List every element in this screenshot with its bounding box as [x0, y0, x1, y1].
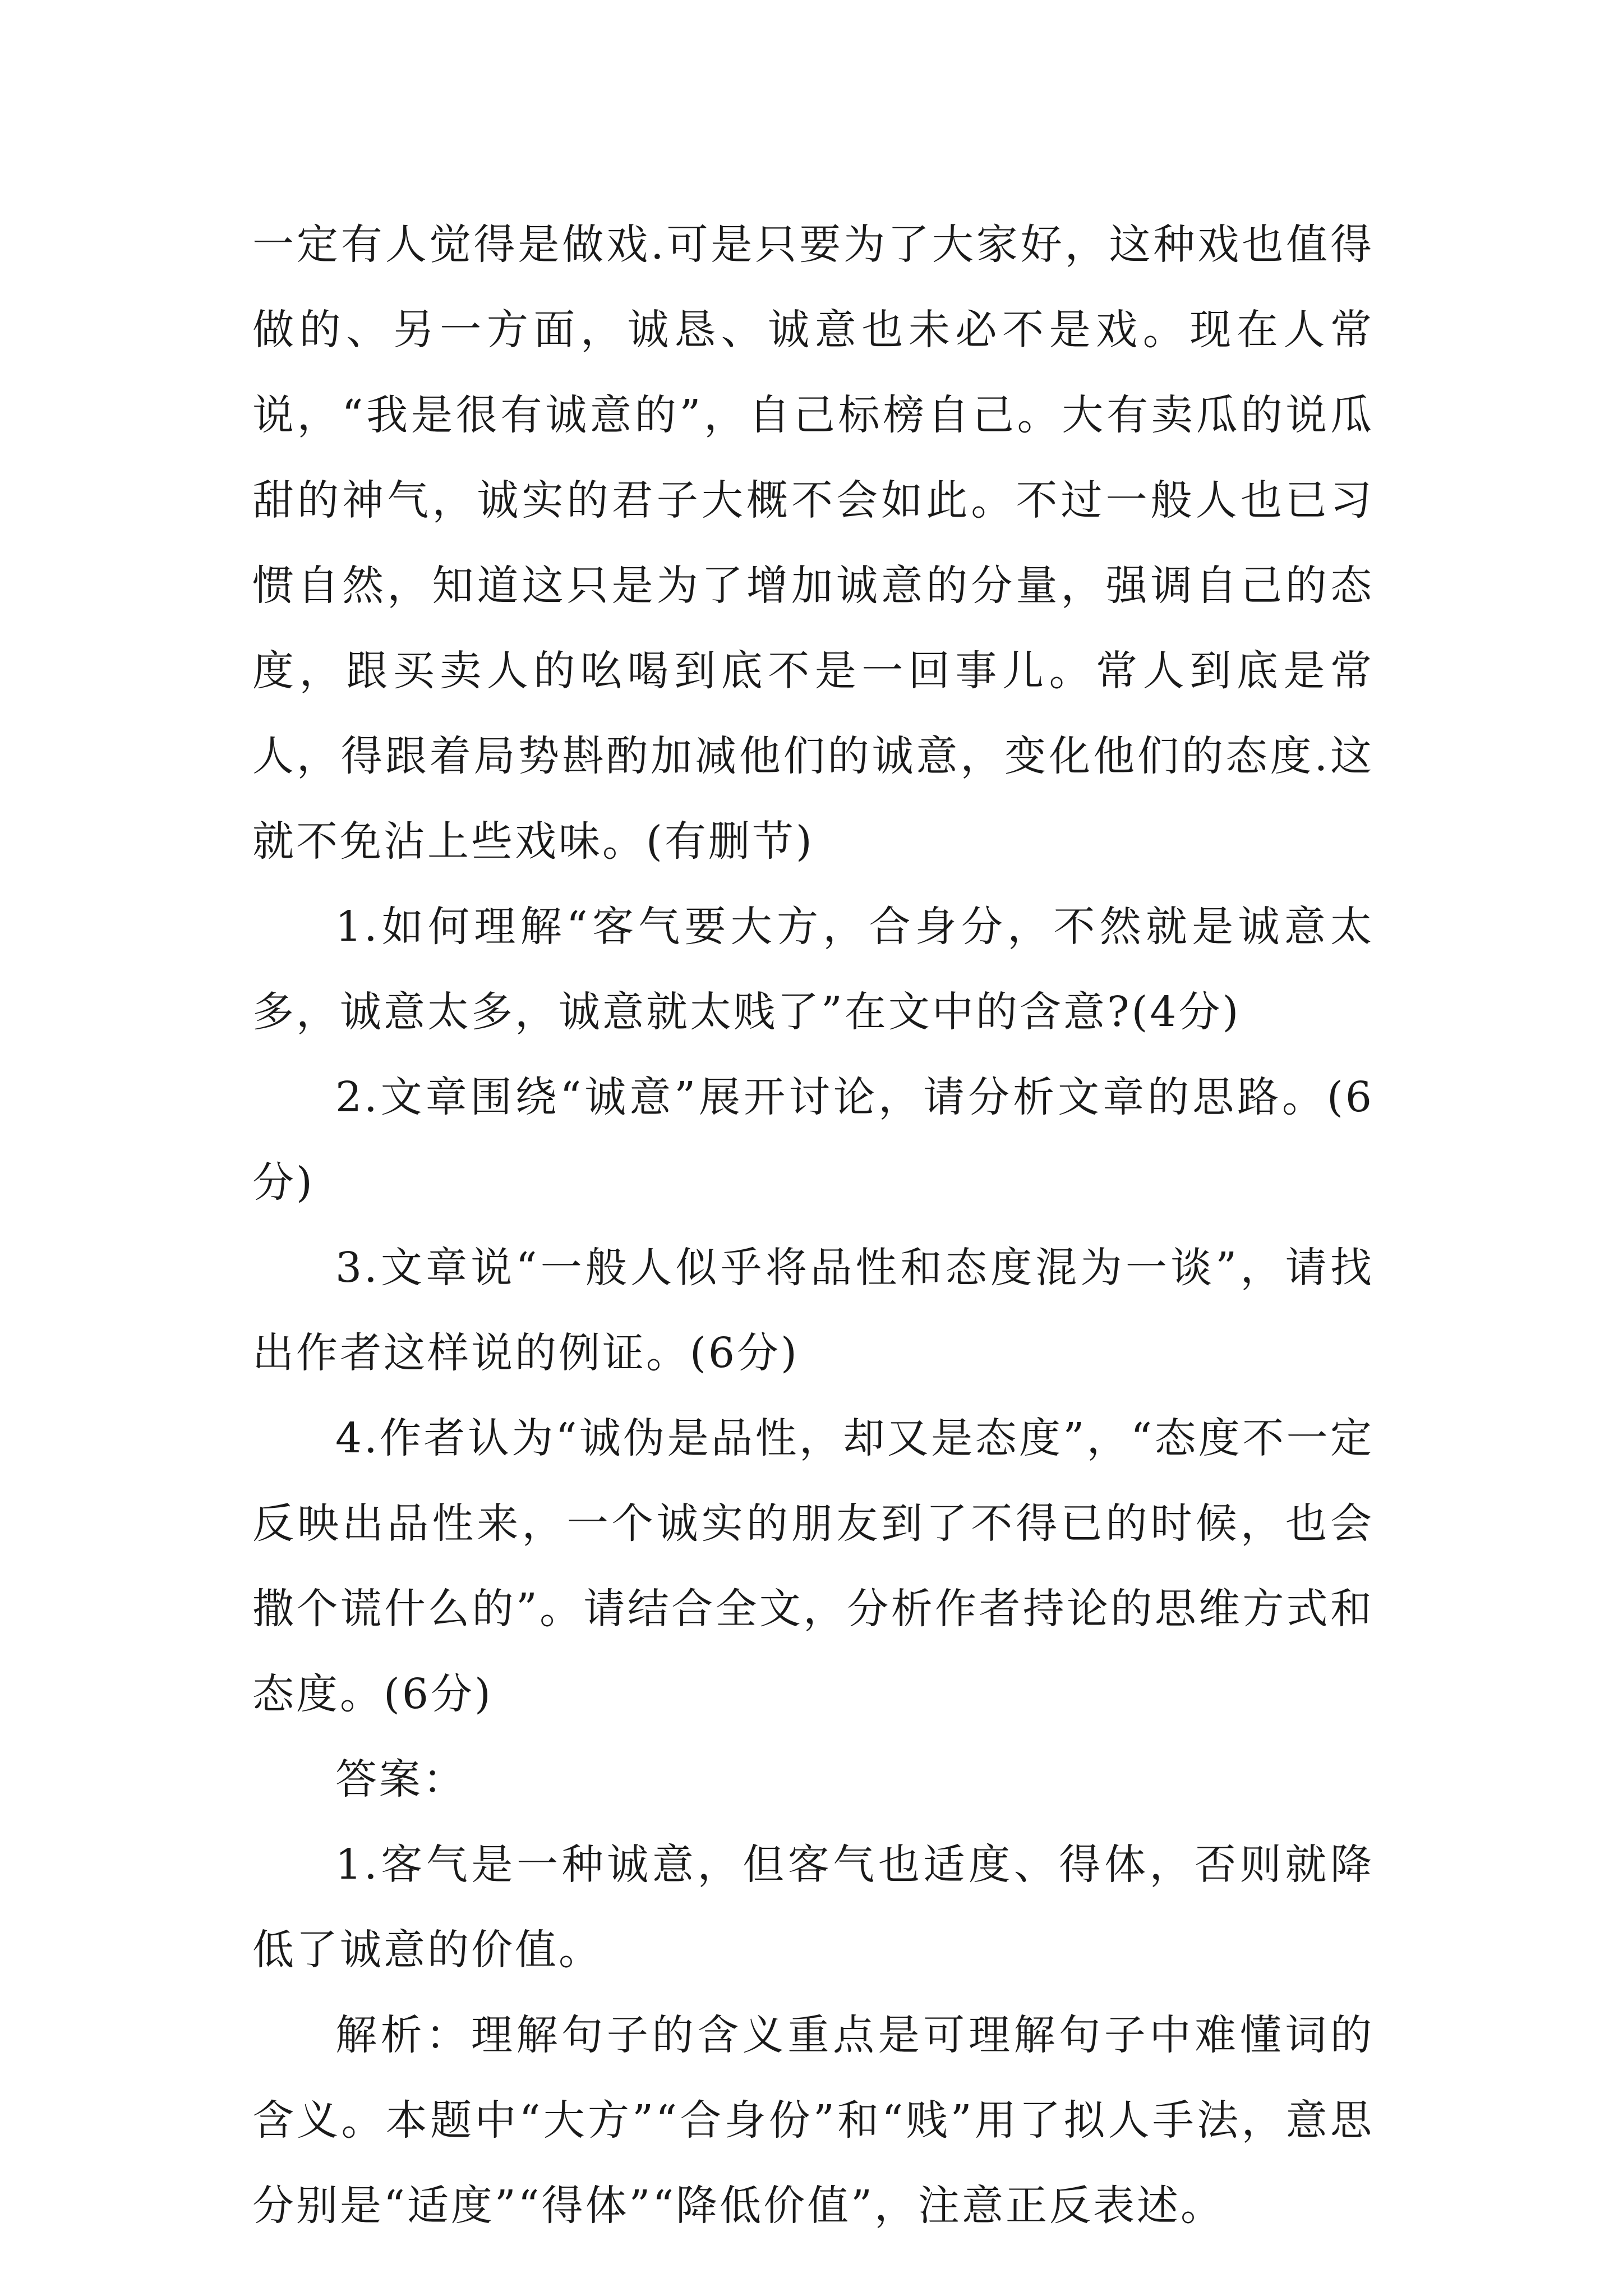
answer-1-analysis: 解析：理解句子的含义重点是可理解句子中难懂词的含义。本题中“大方”“合身份”和“贱”用了拟人手法，意思分别是“适度”“得体”“降低价值”，注意正反表述。 [252, 2011, 1374, 2230]
answer-1: 1.客气是一种诚意，但客气也适度、得体，否则就降低了诚意的价值。 [252, 1841, 1374, 1974]
question-3: 3.文章说“一般人似乎将品性和态度混为一谈”，请找出作者这样说的例证。(6分) [252, 1244, 1374, 1377]
body-paragraph-continuation: 一定有人觉得是做戏.可是只要为了大家好，这种戏也值得做的、另一方面，诚恳、诚意也未必不是戏。现在人常说，“我是很有诚意的”，自己标榜自己。大有卖瓜的说瓜甜的神气，诚实的君子大概不会如此。不过一般人也已习惯自然，知道这只是为了增加诚意的分量，强调自己的态度，跟买卖人的吆喝到底不是一回事儿。常人到底是常人，得跟着局势斟酌加减他们的诚意，变化他们的态度.这就不免沾上些戏味。(有删节) [252, 220, 1374, 866]
question-1: 1.如何理解“客气要大方，合身分，不然就是诚意太多，诚意太多，诚意就太贱了”在文中的含意?(4分) [252, 903, 1374, 1036]
answer-heading: 答案： [335, 1755, 467, 1803]
question-4: 4.作者认为“诚伪是品性，却又是态度”，“态度不一定反映出品性来，一个诚实的朋友到了不得已的时候，也会撒个谎什么的”。请结合全文，分析作者持论的思维方式和态度。(6分) [252, 1414, 1374, 1718]
question-2: 2.文章围绕“诚意”展开讨论，请分析文章的思路。(6分) [252, 1073, 1374, 1207]
document-page [252, 202, 1374, 2248]
